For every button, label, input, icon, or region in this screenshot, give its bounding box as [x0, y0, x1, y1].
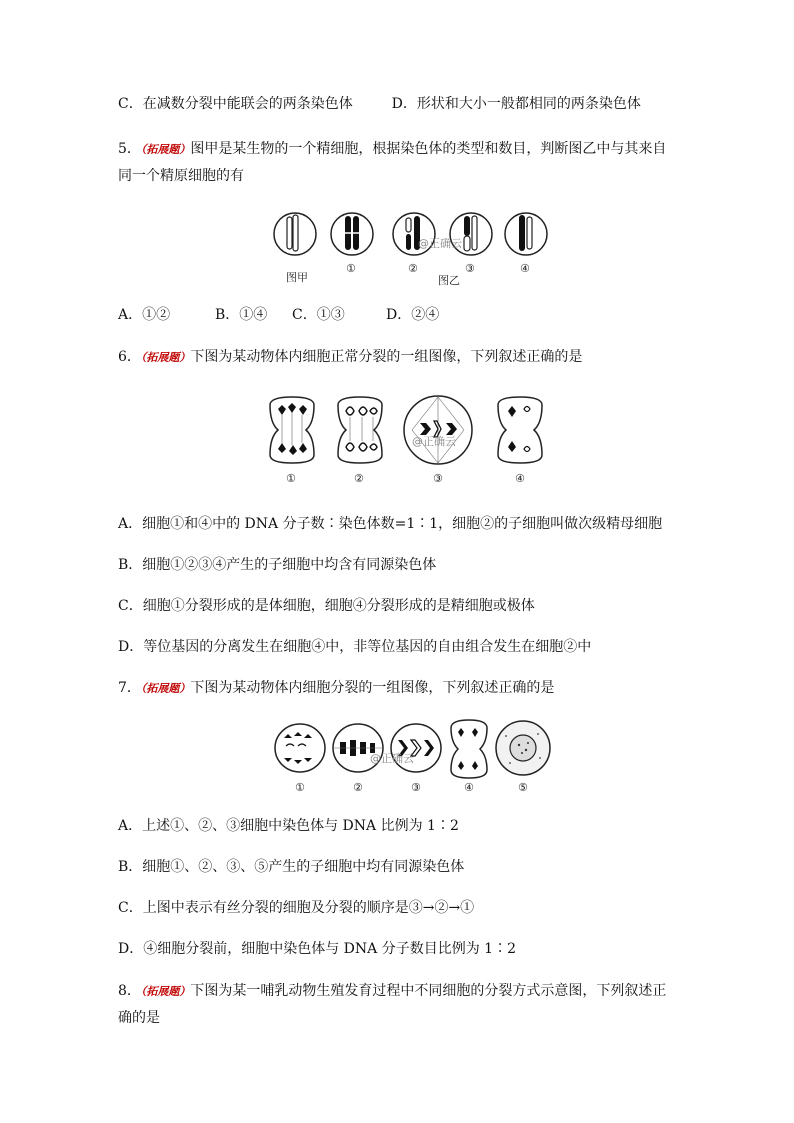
q6-cell-3	[404, 396, 472, 464]
q5-number: 5．	[118, 141, 141, 157]
q7-stem-line	[118, 678, 554, 699]
q5-label-3: ③	[465, 262, 475, 275]
q6-cell-2	[338, 397, 382, 463]
q8-stem-line1	[118, 981, 666, 1002]
q5-option-d: D．②④	[386, 307, 440, 323]
q6-option-b: B．细胞①②③④产生的子细胞中均含有同源染色体	[118, 557, 437, 573]
q5-watermark: @正确云	[418, 237, 462, 250]
q5-cell-jia	[274, 213, 316, 255]
q7-cell-4	[451, 720, 487, 778]
q7-cell-1	[275, 724, 325, 772]
q5-cell-4	[505, 213, 547, 255]
q7-figure	[270, 718, 560, 798]
q6-option-a: A．细胞①和④中的 DNA 分子数∶染色体数=1∶1，细胞②的子细胞叫做次级精母细胞	[118, 516, 663, 532]
q5-stem-line2: 同一个精原细胞的有	[118, 168, 244, 184]
q7-cell-5	[496, 721, 550, 775]
q8-stem-line2: 确的是	[118, 1010, 160, 1026]
q6-cell-4	[498, 397, 542, 463]
q5-option-a: A．①②	[118, 307, 171, 323]
q6-tag: （拓展题）	[140, 351, 191, 364]
q8-stem-1: 下图为某一哺乳动物生殖发育过程中不同细胞的分裂方式示意图，下列叙述正	[190, 983, 667, 999]
q5-stem-line1	[118, 139, 666, 160]
q8-number: 8．	[118, 983, 141, 999]
q7-label-2: ②	[353, 781, 363, 794]
q7-label-4: ④	[464, 781, 474, 794]
q5-figure	[268, 205, 548, 290]
q6-cell-1	[270, 397, 314, 463]
q8-tag: （拓展题）	[140, 985, 191, 998]
q6-label-3: ③	[433, 472, 443, 485]
q4-option-c: C．在减数分裂中能联会的两条染色体	[118, 96, 353, 112]
q7-option-a: A．上述①、②、③细胞中染色体与 DNA 比例为 1∶2	[118, 818, 459, 834]
q6-number: 6．	[118, 349, 141, 365]
q7-tag: （拓展题）	[140, 682, 191, 695]
q5-option-c: C．①③	[292, 307, 345, 323]
q6-label-2: ②	[354, 472, 364, 485]
q6-stem-line	[118, 347, 582, 368]
q6-stem: 下图为某动物体内细胞正常分裂的一组图像，下列叙述正确的是	[190, 349, 583, 365]
q5-label-2: ②	[408, 262, 418, 275]
q5-tag: （拓展题）	[140, 143, 191, 156]
q6-option-c: C．细胞①分裂形成的是体细胞，细胞④分裂形成的是精细胞或极体	[118, 598, 535, 614]
q6-label-1: ①	[286, 472, 296, 485]
q7-stem: 下图为某动物体内细胞分裂的一组图像，下列叙述正确的是	[190, 680, 555, 696]
q7-option-b: B．细胞①、②、③、⑤产生的子细胞中均有同源染色体	[118, 859, 465, 875]
q6-label-4: ④	[515, 472, 525, 485]
q7-label-1: ①	[295, 781, 305, 794]
q5-label-jia: 图甲	[286, 271, 308, 284]
q6-option-d: D．等位基因的分离发生在细胞④中，非等位基因的自由组合发生在细胞②中	[118, 639, 592, 655]
q7-option-d: D．④细胞分裂前，细胞中染色体与 DNA 分子数目比例为 1∶2	[118, 941, 516, 957]
q5-cell-1	[331, 213, 373, 255]
q4-option-d: D．形状和大小一般都相同的两条染色体	[391, 96, 641, 112]
q5-label-1: ①	[346, 262, 356, 275]
q7-number: 7．	[118, 680, 141, 696]
q4-options-cd	[118, 94, 641, 114]
q7-option-c: C．上图中表示有丝分裂的细胞及分裂的顺序是③→②→①	[118, 900, 475, 916]
q5-label-4: ④	[520, 262, 530, 275]
q7-label-3: ③	[411, 781, 421, 794]
q7-label-5: ⑤	[518, 781, 528, 794]
q6-figure	[262, 393, 562, 488]
q5-stem-1: 图甲是某生物的一个精细胞，根据染色体的类型和数目，判断图乙中与其来自	[190, 141, 667, 157]
q5-options	[118, 305, 439, 325]
q5-label-yi: 图乙	[438, 274, 460, 287]
q5-option-b: B．①④	[215, 307, 268, 323]
q6-watermark: @正确云	[412, 435, 456, 448]
q7-watermark: @正确云	[370, 752, 414, 765]
